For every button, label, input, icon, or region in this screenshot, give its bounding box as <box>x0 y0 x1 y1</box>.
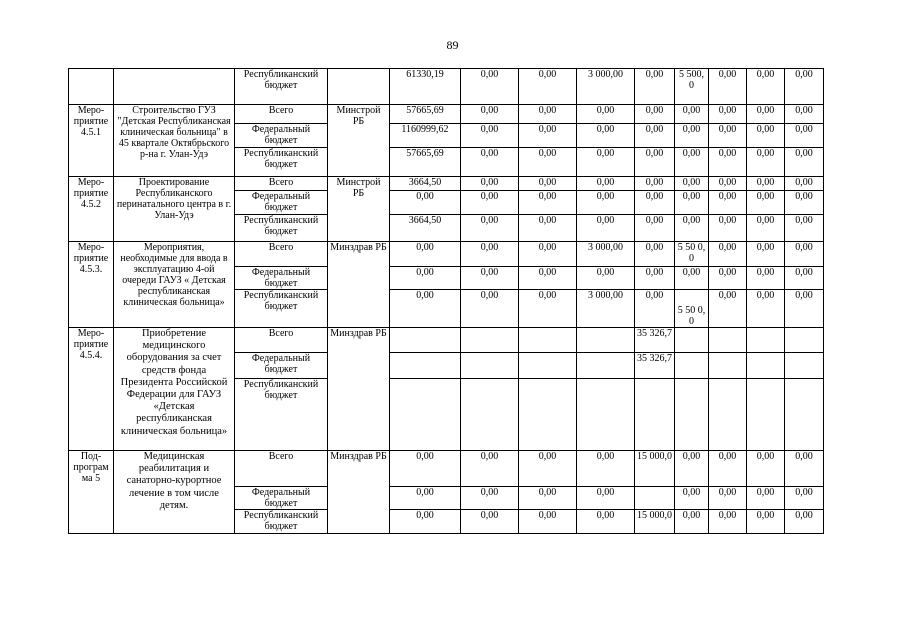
value-cell: 0,00 <box>675 510 709 534</box>
source-cell: Республиканский бюджет <box>235 69 328 105</box>
value-cell: 0,00 <box>709 69 747 105</box>
code-cell <box>69 69 114 105</box>
value-cell <box>675 353 709 379</box>
value-cell: 0,00 <box>390 242 461 267</box>
value-cell: 0,00 <box>577 487 635 510</box>
value-cell: 0,00 <box>519 451 577 487</box>
executor-cell: Минздрав РБ <box>328 451 390 534</box>
value-cell: 0,00 <box>635 69 675 105</box>
value-cell: 0,00 <box>785 290 824 328</box>
value-cell: 0,00 <box>577 177 635 191</box>
page-number: 89 <box>446 38 459 52</box>
value-cell: 0,00 <box>675 215 709 242</box>
value-cell: 0,00 <box>785 267 824 290</box>
value-cell: 61330,19 <box>390 69 461 105</box>
value-cell: 0,00 <box>577 105 635 124</box>
source-cell: Федеральный бюджет <box>235 353 328 379</box>
value-cell <box>461 379 519 451</box>
value-cell: 0,00 <box>461 290 519 328</box>
value-cell: 3 000,00 <box>577 69 635 105</box>
value-cell <box>577 328 635 353</box>
value-cell <box>519 379 577 451</box>
value-cell: 0,00 <box>461 510 519 534</box>
budget-table <box>68 68 824 534</box>
value-cell: 5 50 0,0 <box>675 290 709 328</box>
value-cell: 0,00 <box>577 215 635 242</box>
code-cell: Меро-приятие 4.5.1 <box>69 105 114 177</box>
code-cell: Меро-приятие 4.5.3. <box>69 242 114 328</box>
value-cell <box>390 353 461 379</box>
value-cell <box>675 379 709 451</box>
source-cell: Республиканский бюджет <box>235 510 328 534</box>
value-cell: 3 000,00 <box>577 290 635 328</box>
executor-cell: Минстрой РБ <box>328 105 390 177</box>
value-cell: 0,00 <box>635 177 675 191</box>
value-cell: 0,00 <box>635 267 675 290</box>
value-cell: 0,00 <box>519 267 577 290</box>
value-cell: 3664,50 <box>390 215 461 242</box>
table-row <box>69 69 824 105</box>
value-cell <box>635 379 675 451</box>
value-cell: 0,00 <box>461 451 519 487</box>
value-cell: 0,00 <box>709 177 747 191</box>
value-cell: 0,00 <box>519 105 577 124</box>
executor-cell <box>328 69 390 105</box>
value-cell: 0,00 <box>675 177 709 191</box>
value-cell <box>747 328 785 353</box>
value-cell: 0,00 <box>577 148 635 177</box>
value-cell: 0,00 <box>519 215 577 242</box>
value-cell: 0,00 <box>675 105 709 124</box>
value-cell <box>785 379 824 451</box>
value-cell: 0,00 <box>785 242 824 267</box>
code-cell: Меро-приятие 4.5.2 <box>69 177 114 242</box>
value-cell <box>519 353 577 379</box>
value-cell: 0,00 <box>785 69 824 105</box>
value-cell: 0,00 <box>390 290 461 328</box>
name-cell: Строительство ГУЗ "Детская Республиканская клиническая больница" в 45 квартале Октябрьского р-на г. Улан-Удэ <box>114 105 235 177</box>
value-cell <box>390 379 461 451</box>
value-cell: 0,00 <box>747 487 785 510</box>
value-cell: 0,00 <box>709 242 747 267</box>
value-cell: 15 000,0 <box>635 510 675 534</box>
source-cell: Федеральный бюджет <box>235 267 328 290</box>
value-cell: 0,00 <box>747 215 785 242</box>
code-cell: Меро-приятие 4.5.4. <box>69 328 114 451</box>
value-cell: 0,00 <box>709 124 747 148</box>
value-cell: 0,00 <box>709 510 747 534</box>
value-cell: 0,00 <box>785 487 824 510</box>
value-cell: 0,00 <box>635 124 675 148</box>
value-cell: 0,00 <box>390 267 461 290</box>
value-cell: 0,00 <box>709 290 747 328</box>
source-cell: Всего <box>235 105 328 124</box>
source-cell: Республиканский бюджет <box>235 290 328 328</box>
value-cell: 0,00 <box>709 451 747 487</box>
source-cell: Всего <box>235 242 328 267</box>
value-cell: 35 326,7 <box>635 353 675 379</box>
executor-cell: Минздрав РБ <box>328 242 390 328</box>
name-cell: Медицинская реабилитация и санаторно-курортное лечение в том числе детям. <box>114 451 235 534</box>
source-cell: Республиканский бюджет <box>235 379 328 451</box>
value-cell: 0,00 <box>785 451 824 487</box>
value-cell: 0,00 <box>635 290 675 328</box>
value-cell <box>635 487 675 510</box>
source-cell: Всего <box>235 177 328 191</box>
value-cell: 0,00 <box>675 451 709 487</box>
value-cell: 5 50 0,0 <box>675 242 709 267</box>
value-cell: 0,00 <box>577 191 635 215</box>
value-cell <box>577 353 635 379</box>
table-row <box>69 242 824 267</box>
value-cell: 0,00 <box>747 290 785 328</box>
value-cell: 0,00 <box>747 242 785 267</box>
value-cell: 0,00 <box>675 487 709 510</box>
table-row <box>69 105 824 124</box>
code-cell: Под-програм ма 5 <box>69 451 114 534</box>
value-cell <box>390 328 461 353</box>
value-cell: 0,00 <box>635 105 675 124</box>
value-cell: 0,00 <box>709 191 747 215</box>
table-row <box>69 177 824 191</box>
value-cell <box>785 353 824 379</box>
value-cell: 0,00 <box>709 215 747 242</box>
value-cell <box>461 353 519 379</box>
value-cell: 0,00 <box>577 267 635 290</box>
value-cell: 0,00 <box>390 510 461 534</box>
value-cell: 0,00 <box>461 69 519 105</box>
value-cell: 0,00 <box>709 148 747 177</box>
value-cell: 0,00 <box>785 510 824 534</box>
source-cell: Федеральный бюджет <box>235 487 328 510</box>
value-cell: 0,00 <box>519 69 577 105</box>
table-row <box>69 451 824 487</box>
value-cell: 0,00 <box>519 124 577 148</box>
value-cell: 57665,69 <box>390 105 461 124</box>
value-cell: 0,00 <box>785 177 824 191</box>
value-cell: 0,00 <box>519 191 577 215</box>
executor-cell: Минздрав РБ <box>328 328 390 451</box>
value-cell: 15 000,0 <box>635 451 675 487</box>
value-cell <box>747 353 785 379</box>
value-cell: 0,00 <box>747 510 785 534</box>
value-cell: 0,00 <box>785 105 824 124</box>
value-cell: 0,00 <box>747 177 785 191</box>
value-cell: 0,00 <box>577 510 635 534</box>
value-cell: 0,00 <box>461 191 519 215</box>
value-cell <box>461 328 519 353</box>
value-cell <box>709 379 747 451</box>
value-cell: 0,00 <box>675 267 709 290</box>
value-cell: 1160999,62 <box>390 124 461 148</box>
value-cell <box>519 328 577 353</box>
value-cell: 0,00 <box>709 267 747 290</box>
source-cell: Федеральный бюджет <box>235 191 328 215</box>
value-cell: 5 500,0 <box>675 69 709 105</box>
value-cell: 3664,50 <box>390 177 461 191</box>
value-cell <box>709 328 747 353</box>
value-cell: 0,00 <box>577 124 635 148</box>
value-cell: 0,00 <box>390 451 461 487</box>
value-cell: 0,00 <box>747 105 785 124</box>
value-cell <box>675 328 709 353</box>
value-cell: 0,00 <box>519 290 577 328</box>
value-cell: 0,00 <box>577 451 635 487</box>
value-cell: 0,00 <box>709 487 747 510</box>
value-cell: 0,00 <box>709 105 747 124</box>
source-cell: Федеральный бюджет <box>235 124 328 148</box>
value-cell: 0,00 <box>747 191 785 215</box>
value-cell: 0,00 <box>635 242 675 267</box>
name-cell <box>114 69 235 105</box>
source-cell: Республиканский бюджет <box>235 215 328 242</box>
value-cell: 57665,69 <box>390 148 461 177</box>
source-cell: Всего <box>235 328 328 353</box>
name-cell: Проектирование Республиканского перинатального центра в г. Улан-Удэ <box>114 177 235 242</box>
value-cell: 0,00 <box>461 105 519 124</box>
value-cell: 0,00 <box>635 191 675 215</box>
value-cell: 0,00 <box>785 124 824 148</box>
value-cell <box>577 379 635 451</box>
value-cell: 0,00 <box>635 215 675 242</box>
value-cell: 0,00 <box>747 148 785 177</box>
value-cell: 0,00 <box>461 242 519 267</box>
value-cell: 0,00 <box>785 148 824 177</box>
value-cell: 3 000,00 <box>577 242 635 267</box>
executor-cell: Минстрой РБ <box>328 177 390 242</box>
value-cell: 0,00 <box>461 177 519 191</box>
table-row <box>69 328 824 353</box>
value-cell: 0,00 <box>635 148 675 177</box>
value-cell: 0,00 <box>461 267 519 290</box>
source-cell: Республиканский бюджет <box>235 148 328 177</box>
value-cell: 0,00 <box>785 215 824 242</box>
value-cell <box>747 379 785 451</box>
value-cell: 0,00 <box>747 267 785 290</box>
value-cell: 0,00 <box>519 510 577 534</box>
value-cell: 0,00 <box>519 487 577 510</box>
value-cell: 0,00 <box>747 69 785 105</box>
value-cell: 0,00 <box>390 487 461 510</box>
value-cell: 0,00 <box>461 148 519 177</box>
value-cell <box>785 328 824 353</box>
value-cell: 0,00 <box>461 124 519 148</box>
name-cell: Приобретение медицинского оборудования за счет средств фонда Президента Российской Федерации для ГАУЗ «Детская республиканская клиническая больница» <box>114 328 235 451</box>
value-cell: 0,00 <box>747 124 785 148</box>
value-cell: 0,00 <box>747 451 785 487</box>
value-cell: 0,00 <box>461 487 519 510</box>
value-cell: 0,00 <box>390 191 461 215</box>
value-cell <box>709 353 747 379</box>
value-cell: 0,00 <box>519 148 577 177</box>
value-cell: 0,00 <box>519 177 577 191</box>
value-cell: 0,00 <box>519 242 577 267</box>
value-cell: 0,00 <box>675 148 709 177</box>
value-cell: 0,00 <box>461 215 519 242</box>
value-cell: 0,00 <box>785 191 824 215</box>
value-cell: 0,00 <box>675 124 709 148</box>
source-cell: Всего <box>235 451 328 487</box>
name-cell: Мероприятия, необходимые для ввода в эксплуатацию 4-ой очереди ГАУЗ « Детская республиканская клиническая больница» <box>114 242 235 328</box>
value-cell: 0,00 <box>675 191 709 215</box>
value-cell: 35 326,7 <box>635 328 675 353</box>
